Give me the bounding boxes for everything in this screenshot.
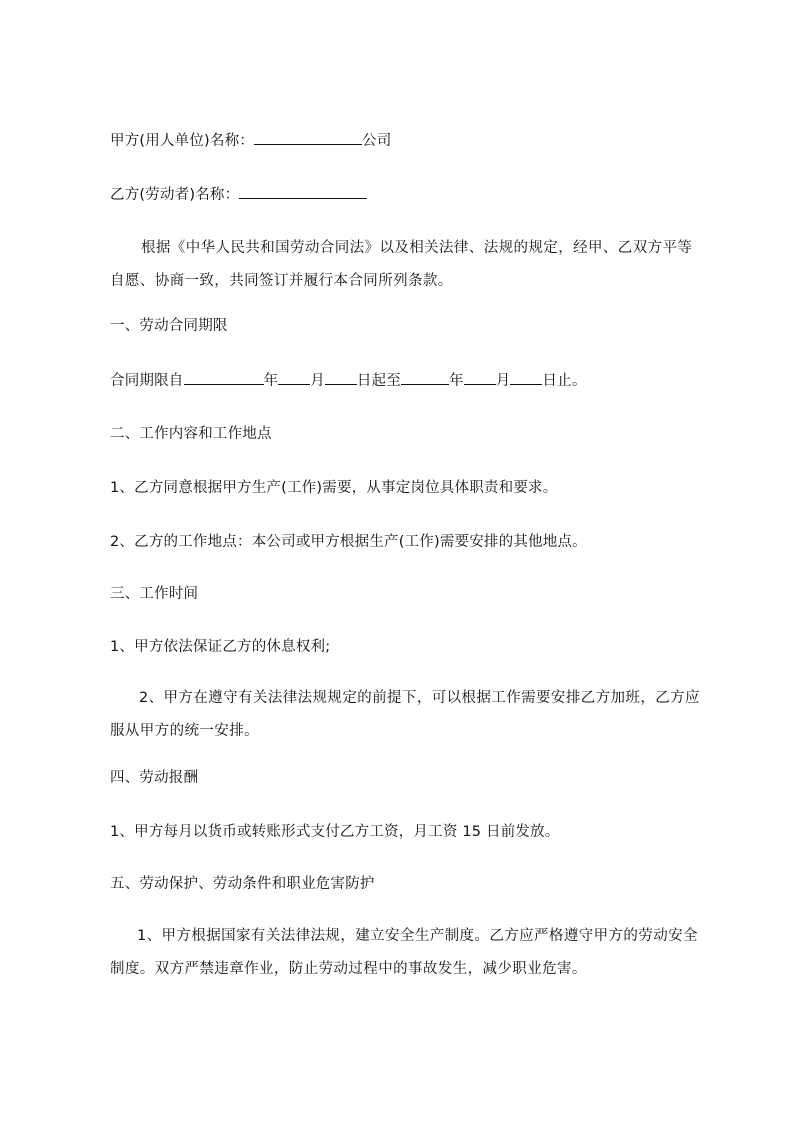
term-month-2: 月 bbox=[495, 373, 511, 389]
section-3-item-2: 2、甲方在遵守有关法律法规规定的前提下，可以根据工作需要安排乙方加班，乙方应服从甲方的统一安排。 bbox=[110, 690, 700, 739]
section-3-item-1: 1、甲方依法保证乙方的休息权利; bbox=[110, 639, 331, 655]
section-4-item-1: 1、甲方每月以货币或转账形式支付乙方工资，月工资 15 日前发放。 bbox=[110, 824, 560, 840]
preamble-paragraph: 根据《中华人民共和国劳动合同法》以及相关法律、法规的规定，经甲、乙双方平等自愿、协商一致，共同签订并履行本合同所列条款。 bbox=[110, 240, 693, 289]
term-day-1: 日起至 bbox=[356, 373, 402, 389]
party-a-suffix: 公司 bbox=[362, 133, 392, 149]
section-3-heading: 三、工作时间 bbox=[110, 586, 199, 602]
party-b-line bbox=[110, 184, 701, 205]
term-start-prefix: 合同期限自 bbox=[110, 373, 184, 389]
section-4-heading: 四、劳动报酬 bbox=[110, 770, 199, 786]
term-year-1: 年 bbox=[263, 373, 279, 389]
term-start-month-blank bbox=[278, 370, 310, 385]
term-year-2: 年 bbox=[449, 373, 464, 389]
contract-term-line bbox=[110, 370, 701, 391]
party-a-label: 甲方(用人单位)名称： bbox=[110, 133, 255, 149]
term-month-1: 月 bbox=[310, 373, 325, 389]
section-5-heading: 五、劳动保护、劳动条件和职业危害防护 bbox=[110, 876, 375, 892]
term-day-2: 日止。 bbox=[542, 373, 587, 389]
section-1-heading: 一、劳动合同期限 bbox=[110, 318, 228, 334]
term-end-year-blank bbox=[401, 370, 449, 385]
section-5-item-1: 1、甲方根据国家有关法律法规，建立安全生产制度。乙方应严格遵守甲方的劳动安全制度。双方严禁违章作业，防止劳动过程中的事故发生，减少职业危害。 bbox=[110, 928, 698, 977]
party-b-label: 乙方(劳动者)名称： bbox=[110, 187, 240, 203]
party-a-name-blank bbox=[254, 130, 362, 145]
party-a-line bbox=[110, 130, 701, 151]
term-end-day-blank bbox=[510, 370, 542, 385]
term-start-day-blank bbox=[325, 370, 357, 385]
section-2-item-1: 1、乙方同意根据甲方生产(工作)需要，从事定岗位具体职责和要求。 bbox=[110, 480, 558, 496]
term-end-month-blank bbox=[464, 370, 496, 385]
term-start-year-blank bbox=[184, 370, 264, 385]
section-2-heading: 二、工作内容和工作地点 bbox=[110, 426, 272, 442]
party-b-name-blank bbox=[239, 184, 367, 199]
section-2-item-2: 2、乙方的工作地点：本公司或甲方根据生产(工作)需要安排的其他地点。 bbox=[110, 534, 587, 550]
